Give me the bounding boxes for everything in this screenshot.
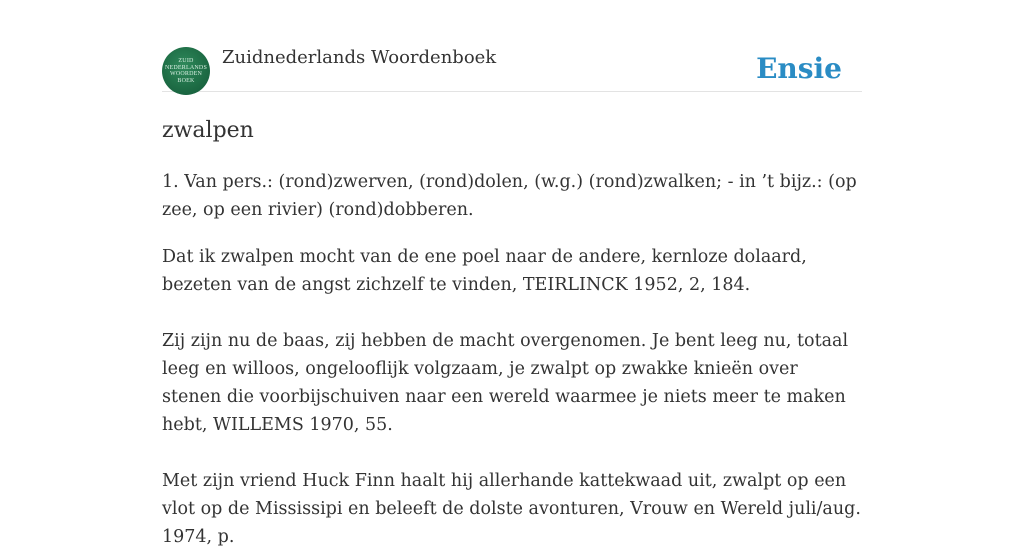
headword: zwalpen — [162, 118, 254, 143]
logo-text-line: BOEK — [177, 77, 195, 84]
logo-text-line: NEDERLANDS — [165, 64, 207, 71]
logo-text-line: ZUID — [178, 58, 194, 64]
citation-quote: Zij zijn nu de baas, zij hebben de macht overgenomen. Je bent leeg nu, totaal leeg en willoos, ongelooflijk volgzaam, je zwalpt op zwakke knieën over stenen die voorbijschuiven naar een wereld waarmee je niets meer te maken hebt, WILLEMS 1970, 55. — [162, 331, 849, 435]
logo-text-line: WOORDEN — [169, 71, 203, 77]
ensie-brand-link[interactable]: Ensie — [756, 52, 842, 85]
citation-quote: Dat ik zwalpen mocht van de ene poel naar de andere, kernloze dolaard, bezeten van de angst zichzelf te vinden, TEIRLINCK 1952, 2, 184. — [162, 247, 807, 295]
citation-quote: Met zijn vriend Huck Finn haalt hij allerhande kattekwaad uit, zwalpt op een vlot op de Mississipi en beleeft de dolste avonturen, Vrouw en Wereld juli/aug. 1974, p. — [162, 471, 861, 547]
entry-page — [162, 0, 862, 547]
definition-text: 1. Van pers.: (rond)zwerven, (rond)dolen, (w.g.) (rond)zwalken; - in ’t bijz.: (op zee, op een rivier) (rond)dobberen. — [162, 172, 857, 220]
source-header — [162, 46, 862, 92]
source-name-link[interactable]: Zuidnederlands Woordenboek — [222, 47, 497, 68]
dictionary-logo[interactable] — [162, 47, 210, 95]
